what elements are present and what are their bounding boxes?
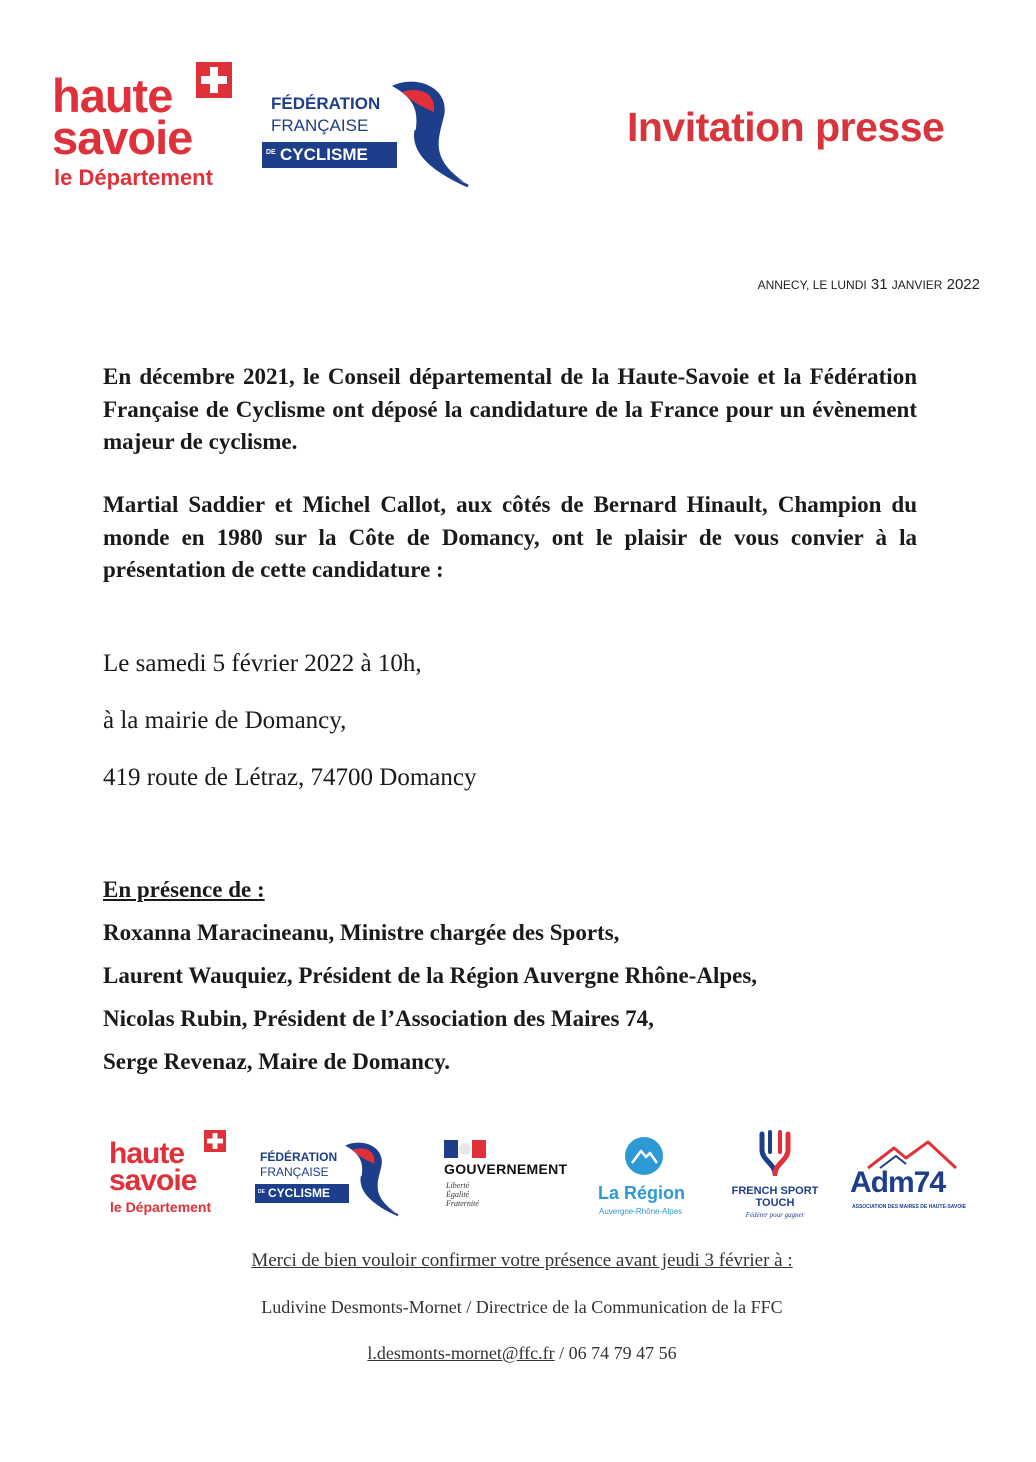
dateline [758,276,980,293]
savoie-cross-icon [204,1130,226,1152]
motto-fraternite: Fraternité [446,1199,479,1208]
presence-heading: En présence de : [103,877,265,902]
dateline-sep: , [806,278,813,292]
motto-egalite: Égalité [446,1190,470,1199]
ffc-logo [262,78,492,193]
fst-text-line1: FRENCH SPORT [731,1185,819,1197]
ffc-text-francaise: FRANÇAISE [271,116,369,135]
fst-tagline: Fédérer pour gagner [745,1211,805,1219]
contact-details [0,1343,1036,1364]
logo-text-savoie: savoie [109,1164,197,1197]
intro-paragraph: En décembre 2021, le Conseil départemental de la Haute-Savoie et la Fédération Française de Cyclisme ont déposé la candidature de la France pour un évènement majeur de cyclisme. [103,364,917,454]
page-title: Invitation presse [627,104,945,150]
rsvp-notice: Merci de bien vouloir confirmer votre présence avant jeudi 3 février à : [251,1250,793,1271]
guest-item: Nicolas Rubin, Président de l’Association des Maires 74, [103,1006,654,1031]
partner-gouvernement-logo [444,1138,584,1218]
contact-separator: / [554,1343,569,1363]
contact-person: Ludivine Desmonts-Mornet / Directrice de la Communication de la FFC [261,1297,783,1317]
ffc-text-federation: FÉDÉRATION [271,94,381,113]
adm74-name: Adm74 [850,1166,946,1199]
event-address: 419 route de Létraz, 74700 Domancy [103,764,477,791]
fst-text-line2: TOUCH [755,1197,795,1209]
logo-text-departement: le Département [110,1199,212,1215]
contact-email-link[interactable]: l.desmonts-mornet@ffc.fr [367,1343,555,1363]
logo-text-haute: haute [109,1137,185,1170]
logo-text-haute: haute [52,69,173,122]
ffc-swoosh-icon [372,78,492,190]
region-mountain-icon [624,1136,664,1176]
ffc-text-de: DE [258,1189,265,1195]
haute-savoie-logo [52,69,242,192]
french-sport-touch-icon [752,1130,798,1176]
ffc-text-federation: FÉDÉRATION [260,1150,338,1164]
motto-liberte: Liberté [446,1181,470,1190]
logo-text-departement: le Département [54,165,213,190]
event-date: Le samedi 5 février 2022 à 10h, [103,650,422,677]
ffc-text-de: DE [266,149,276,156]
ffc-swoosh-icon [331,1140,415,1218]
dateline-month: JANVIER [891,278,943,292]
partner-ffc-logo [255,1140,415,1220]
partner-haute-savoie-logo [109,1138,229,1218]
partner-french-sport-touch-logo [728,1130,822,1222]
guest-item: Serge Revenaz, Maire de Domancy. [103,1049,451,1074]
dateline-year: 2022 [946,276,980,293]
dateline-city: ANNECY [757,278,807,292]
savoie-cross-icon [196,62,232,98]
marianne-icon [444,1140,486,1158]
logo-text-savoie: savoie [52,111,193,164]
ffc-cyclisme-band [262,142,397,168]
ffc-cyclisme-band [255,1184,349,1203]
ffc-text-cyclisme: CYCLISME [280,145,368,164]
contact-phone: 06 74 79 47 56 [568,1343,677,1363]
ffc-text-cyclisme: CYCLISME [268,1186,331,1200]
guest-item: Laurent Wauquiez, Président de la Région Auvergne Rhône-Alpes, [103,963,758,988]
event-place: à la mairie de Domancy, [103,707,347,734]
partner-adm74-logo [848,1140,966,1220]
ffc-text-francaise: FRANÇAISE [260,1165,329,1179]
adm74-subtitle: ASSOCIATION DES MAIRES DE HAUTE-SAVOIE [852,1204,966,1210]
dateline-day: 31 [870,276,888,293]
guest-item: Roxanna Maracineanu, Ministre chargée des Sports, [103,920,620,945]
partner-region-logo [596,1136,696,1220]
region-subtitle: Auvergne-Rhône-Alpes [599,1207,683,1216]
invitation-paragraph: Martial Saddier et Michel Callot, aux côtés de Bernard Hinault, Champion du monde en 1980 sur la Côte de Domancy, ont le plaisir de vous convier à la présentation de cette candidature : [103,492,917,582]
region-name: La Région [598,1183,686,1203]
dateline-prefix: LE LUNDI [812,278,867,292]
gouvernement-text: GOUVERNEMENT [444,1161,568,1177]
